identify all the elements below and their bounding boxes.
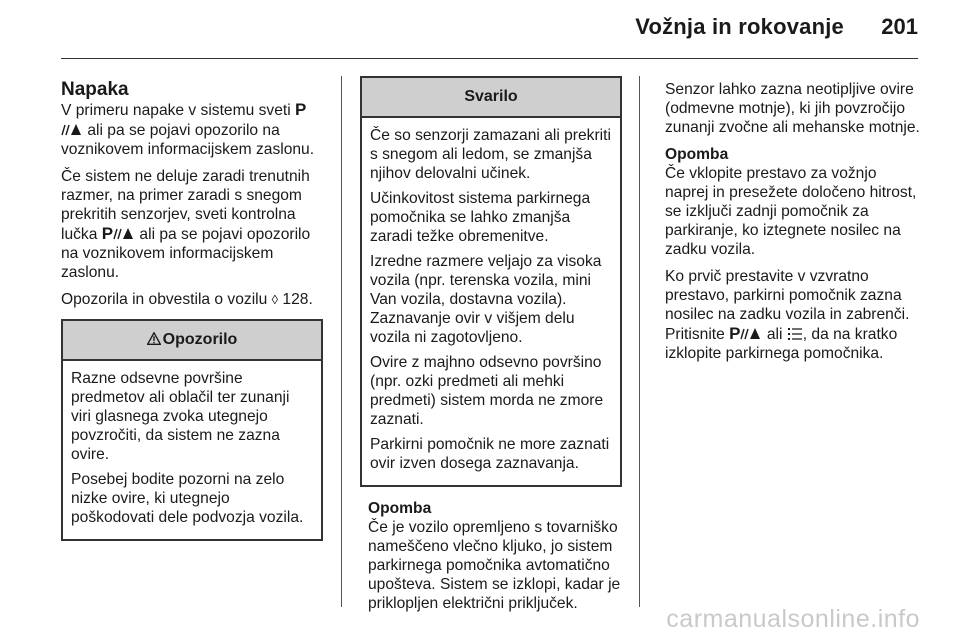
park-assist-button-icon: P	[729, 324, 762, 343]
warning-triangle-icon	[147, 332, 161, 345]
column-2	[360, 76, 622, 613]
paragraph-error-indicator: V primeru napake v sistemu sveti P ali pa se pojavi opozorilo na voznikovem informacijskem zaslonu.	[61, 100, 315, 158]
caution-box	[360, 76, 622, 487]
page-reference-link[interactable]: 128.	[282, 291, 313, 308]
page-number: 201	[881, 14, 918, 39]
watermark: carmanualsonline.info	[666, 605, 920, 633]
caution-box-body	[362, 118, 620, 485]
note-heading: Opomba	[368, 500, 432, 517]
column-divider-1	[341, 76, 342, 607]
note-text: Če vklopite prestavo za vožnjo naprej in presežete določeno hitrost, se izključi zadnji pomočnik za parkiranje, ko iztegnete nosilec na zadku vozila.	[665, 165, 917, 258]
column-divider-2	[639, 76, 640, 607]
warning-paragraph-1: Razne odsevne površine predmetov ali oblačil ter zunanji viri glasnega zvoka utegnejo povzročiti, da sistem ne zazna ovire.	[71, 370, 290, 463]
caution-paragraph-4: Ovire z majhno odsevno površino (npr. ozki predmeti ali mehki predmeti) sistem morda ne zmore zaznati.	[370, 354, 604, 428]
header-rule	[61, 58, 918, 59]
note-carrier	[665, 145, 923, 259]
paragraph-temporary-conditions: Če sistem ne deluje zaradi trenutnih razmer, na primer zaradi s snegom prekritih senzorjev, sveti kontrolna lučka P ali pa se pojavi opozorilo na voznikovem informacijskem zaslonu.	[61, 168, 311, 281]
caution-paragraph-5: Parkirni pomočnik ne more zaznati ovir izven dosega zaznavanja.	[370, 436, 610, 472]
page-reference-arrow-icon: ◊	[271, 292, 279, 307]
section-heading: Napaka	[61, 79, 129, 100]
paragraph-false-detection: Senzor lahko zazna neotipljive ovire (odmevne motnje), ki jih povzročijo zunanji zvočne ali mehanske motnje.	[665, 81, 920, 136]
warning-paragraph-2: Posebej bodite pozorni na zelo nizke ovire, ki utegnejo poškodovati dele podvozja vozila.	[71, 471, 304, 526]
warning-box-body	[63, 361, 321, 539]
note-towbar	[360, 499, 622, 613]
park-assist-icon: P	[61, 100, 306, 139]
park-assist-icon: P	[102, 224, 135, 243]
column-1	[61, 80, 326, 541]
page-header	[0, 0, 960, 60]
warning-box-header: Opozorilo	[63, 321, 321, 361]
note-heading: Opomba	[665, 146, 729, 163]
caution-paragraph-1: Če so senzorji zamazani ali prekriti s snegom ali ledom, se zmanjša njihov delovalni učinek.	[370, 127, 611, 182]
paragraph-cross-reference: Opozorila in obvestila o vozilu ◊ 128.	[61, 291, 313, 308]
menu-button-icon	[787, 327, 803, 341]
caution-box-header: Svarilo	[362, 78, 620, 118]
caution-paragraph-3: Izredne razmere veljajo za visoka vozila (npr. terenska vozila, mini Van vozila, dostavna vozila). Zaznavanje ovir v višjem delu vozila ni zagotovljeno.	[370, 253, 602, 346]
note-text: Če je vozilo opremljeno s tovarniško nameščeno vlečno kljuko, jo sistem parkirnega pomočnika avtomatično upošteva. Sistem se izklopi, kadar je priklopljen električni priključek.	[368, 519, 621, 612]
chapter-title: Vožnja in rokovanje	[635, 14, 844, 39]
warning-box	[61, 319, 323, 541]
caution-paragraph-2: Učinkovitost sistema parkirnega pomočnika se lahko zmanjša zaradi težke obremenitve.	[370, 190, 591, 245]
column-3	[665, 80, 923, 371]
paragraph-reverse-gear: Ko prvič prestavite v vzvratno prestavo, parkirni pomočnik zazna nosilec na zadku vozila in zabrenči. Pritisnite P ali , da na kratko izklopite parkirnega pomočnika.	[665, 268, 910, 362]
